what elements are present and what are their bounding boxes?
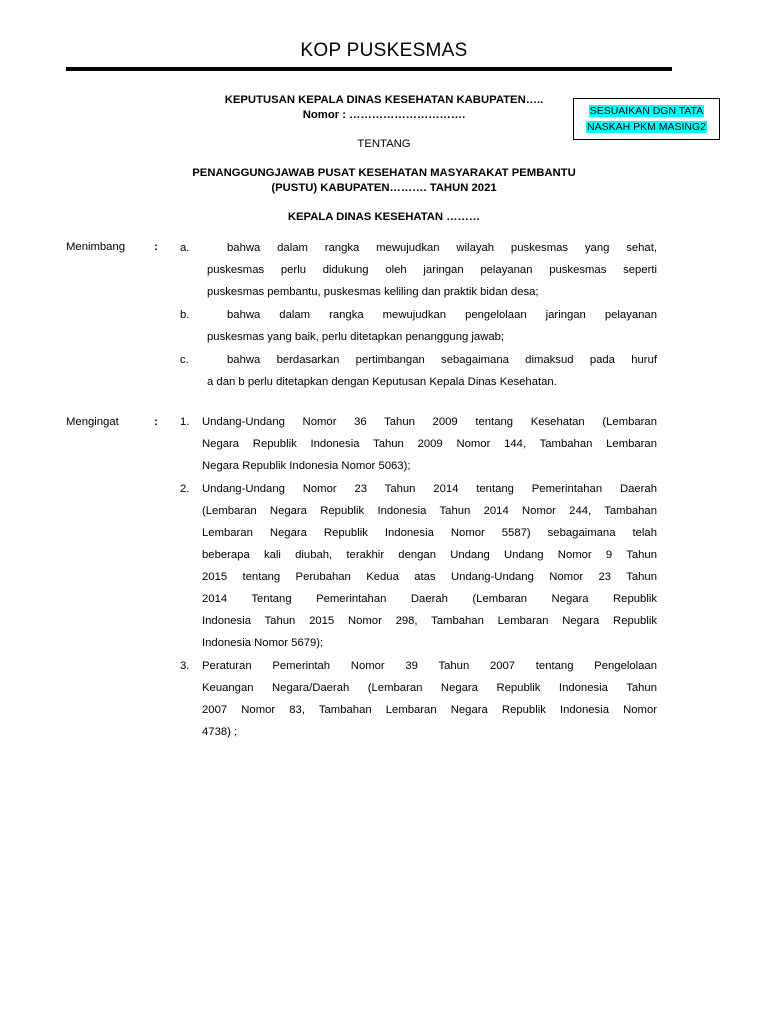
menimbang-marker-c: c.: [180, 354, 189, 366]
menimbang-b-line: bahwa dalam rangka mewujudkan pengelolaan jaringan pelayanan: [227, 309, 657, 321]
menimbang-item-c: [207, 349, 657, 393]
mengingat-3-line: 2007 Nomor 83, Tambahan Lembaran Negara Republik Indonesia Nomor: [202, 704, 657, 716]
decree-title: KEPUTUSAN KEPALA DINAS KESEHATAN KABUPATEN…..: [224, 94, 544, 106]
mengingat-marker-3: 3.: [180, 660, 190, 672]
mengingat-2-line: 2015 tentang Perubahan Kedua atas Undang-Undang Nomor 23 Tahun: [202, 571, 657, 583]
decree-number: Nomor : ………………………….: [302, 109, 466, 121]
mengingat-1-line: Negara Republik Indonesia Tahun 2009 Nomor 144, Tambahan Lembaran: [202, 438, 657, 450]
menimbang-a-line: puskesmas pembantu, puskesmas keliling dan praktik bidan desa;: [207, 286, 539, 298]
mengingat-2-line: Undang-Undang Nomor 23 Tahun 2014 tentang Pemerintahan Daerah: [202, 483, 657, 495]
mengingat-2-line: Indonesia Nomor 5679);: [202, 637, 324, 649]
mengingat-2-line: (Lembaran Negara Republik Indonesia Tahun 2014 Nomor 244, Tambahan: [202, 505, 657, 517]
menimbang-colon: :: [154, 241, 158, 253]
mengingat-2-line: Indonesia Tahun 2015 Nomor 298, Tambahan Lembaran Negara Republik: [202, 615, 657, 627]
revision-note: [573, 98, 720, 140]
mengingat-2-line: beberapa kali diubah, terakhir dengan Undang Undang Nomor 9 Tahun: [202, 549, 657, 561]
mengingat-item-2: [202, 478, 657, 654]
mengingat-item-3: [202, 655, 657, 743]
menimbang-c-line: a dan b perlu ditetapkan dengan Keputusan Kepala Dinas Kesehatan.: [207, 376, 557, 388]
kop-divider: [66, 67, 672, 71]
issuer-heading: KEPALA DINAS KESEHATAN ………: [287, 211, 481, 223]
kop-title: KOP PUSKESMAS: [300, 40, 468, 61]
subject-line-1: PENANGGUNGJAWAB PUSAT KESEHATAN MASYARAKAT PEMBANTU: [192, 167, 576, 179]
mengingat-3-line: 4738) ;: [202, 726, 238, 738]
menimbang-c-line: bahwa berdasarkan pertimbangan sebagaimana dimaksud pada huruf: [227, 354, 657, 366]
mengingat-1-line: Negara Republik Indonesia Nomor 5063);: [202, 460, 411, 472]
mengingat-1-line: Undang-Undang Nomor 36 Tahun 2009 tentang Kesehatan (Lembaran: [202, 416, 657, 428]
mengingat-2-line: 2014 Tentang Pemerintahan Daerah (Lembaran Negara Republik: [202, 593, 657, 605]
tentang-heading: TENTANG: [357, 138, 411, 150]
mengingat-item-1: [202, 411, 657, 477]
mengingat-marker-2: 2.: [180, 483, 190, 495]
menimbang-b-line: puskesmas yang baik, perlu ditetapkan penanggung jawab;: [207, 331, 505, 343]
menimbang-marker-b: b.: [180, 309, 190, 321]
note-line-1: SESUAIKAN DGN TATA: [589, 105, 704, 117]
mengingat-3-line: Peraturan Pemerintah Nomor 39 Tahun 2007 tentang Pengelolaan: [202, 660, 657, 672]
mengingat-colon: :: [154, 416, 158, 428]
menimbang-item-a: [207, 237, 657, 303]
mengingat-marker-1: 1.: [180, 416, 190, 428]
menimbang-marker-a: a.: [180, 242, 190, 254]
mengingat-3-line: Keuangan Negara/Daerah (Lembaran Negara Republik Indonesia Tahun: [202, 682, 657, 694]
mengingat-2-line: Lembaran Negara Republik Indonesia Nomor 5587) sebagaimana telah: [202, 527, 657, 539]
mengingat-label: Mengingat: [66, 416, 119, 428]
subject-line-2: (PUSTU) KABUPATEN………. TAHUN 2021: [271, 182, 497, 194]
menimbang-a-line: puskesmas perlu didukung oleh jaringan pelayanan puskesmas seperti: [207, 264, 657, 276]
menimbang-item-b: [207, 304, 657, 348]
note-line-2: NASKAH PKM MASING2: [586, 121, 707, 133]
menimbang-a-line: bahwa dalam rangka mewujudkan wilayah puskesmas yang sehat,: [227, 242, 657, 254]
menimbang-label: Menimbang: [66, 241, 126, 253]
